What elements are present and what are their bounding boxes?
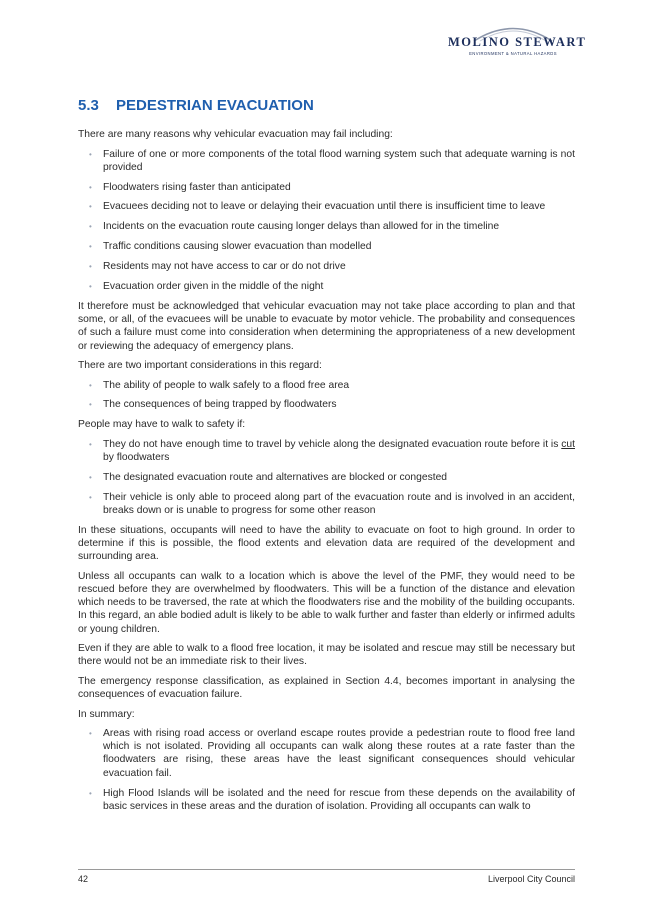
bullet-dot-icon: • — [89, 380, 92, 390]
acknowledgement-paragraph: It therefore must be acknowledged that vehicular evacuation may not take place according to plan and that some, or all, of the evacuees will be unable to evacuate by motor vehicle. The probability and consequences of such a failure must come into consideration when determining the appropriateness of a new development or reviewing the adequacy of emergency plans. — [78, 300, 575, 352]
logo-tagline: ENVIRONMENT & NATURAL HAZARDS — [469, 51, 557, 56]
walk-reasons-list — [78, 438, 575, 517]
list-item: • The ability of people to walk safely to a flood free area — [89, 379, 350, 391]
considerations-list — [78, 379, 575, 412]
classification-paragraph: The emergency response classification, as explained in Section 4.4, becomes important in analysing the consequences of evacuation failure. — [78, 675, 575, 701]
summary-intro: In summary: — [78, 708, 135, 720]
list-item: • Evacuees deciding not to leave or delaying their evacuation until there is insufficient time to leave — [89, 201, 546, 213]
situations-paragraph: In these situations, occupants will need to have the ability to evacuate on foot to high ground. In order to determine if this is possible, the flood extents and elevation data are required of the development and surrounding area. — [78, 524, 575, 563]
bullet-dot-icon: • — [89, 149, 92, 159]
list-item: • Traffic conditions causing slower evacuation than modelled — [89, 241, 372, 253]
bullet-dot-icon: • — [89, 262, 92, 272]
bullet-dot-icon: • — [89, 182, 92, 192]
bullet-dot-icon: • — [89, 439, 92, 449]
bullet-dot-icon: • — [89, 729, 92, 739]
logo-name: MOLINO STEWART — [448, 35, 587, 49]
footer-divider — [78, 869, 575, 870]
bullet-dot-icon: • — [89, 202, 92, 212]
bullet-dot-icon: • — [89, 282, 92, 292]
section-number: 5.3 — [78, 97, 99, 114]
considerations-intro: There are two important considerations in this regard: — [78, 360, 322, 372]
section-title: PEDESTRIAN EVACUATION — [116, 97, 314, 114]
underlined-word: cut — [561, 438, 575, 450]
bullet-dot-icon: • — [89, 242, 92, 252]
failure-reasons-list — [78, 148, 575, 294]
list-item: • The designated evacuation route and alternatives are blocked or congested — [89, 471, 448, 483]
list-item: • Residents may not have access to car or do not drive — [89, 261, 346, 273]
bullet-dot-icon: • — [89, 400, 92, 410]
body-content — [78, 128, 575, 820]
list-item: • Areas with rising road access or overland escape routes provide a pedestrian route to flood free land which is not isolated. Providing all occupants can walk along these routes at a rate faster than the floodwaters are rising, these areas have the least significant consequences should vehicular evacuation fail. — [89, 728, 575, 779]
section-heading — [78, 97, 314, 114]
bullet-dot-icon: • — [89, 492, 92, 502]
list-item: • They do not have enough time to travel by vehicle along the designated evacuation route before it is cut by floodwaters — [89, 438, 575, 464]
bullet-dot-icon: • — [89, 472, 92, 482]
company-logo — [448, 22, 587, 58]
intro-paragraph: There are many reasons why vehicular evacuation may fail including: — [78, 129, 393, 140]
summary-list — [78, 727, 575, 813]
list-item: • Evacuation order given in the middle of the night — [89, 281, 324, 293]
list-item: • Failure of one or more components of the total flood warning system such that adequate warning is not provided — [89, 148, 575, 173]
rescue-paragraph: Unless all occupants can walk to a location which is above the level of the PMF, they would need to be rescued before they are overwhelmed by floodwaters. This will be a function of the distance and elevation which needs to be traversed, the rate at which the floodwaters rise and the mobility of the building occupants. In this regard, an able bodied adult is likely to be able to walk further and faster than elderly or infirmed adults or young children. — [78, 570, 575, 635]
client-name: Liverpool City Council — [487, 874, 575, 884]
list-item: • Floodwaters rising faster than anticipated — [89, 181, 291, 193]
list-item: • Their vehicle is only able to proceed along part of the evacuation route and is involved in an accident, breaks down or is unable to progress for some other reason — [89, 491, 575, 517]
page-number: 42 — [78, 874, 89, 884]
walk-intro: People may have to walk to safety if: — [78, 419, 246, 431]
bullet-dot-icon: • — [89, 788, 92, 798]
list-item: • The consequences of being trapped by floodwaters — [89, 399, 337, 411]
bullet-dot-icon: • — [89, 222, 92, 232]
isolation-paragraph: Even if they are able to walk to a flood free location, it may be isolated and rescue may still be necessary but there would not be an immediate risk to their lives. — [78, 643, 575, 668]
list-item: • Incidents on the evacuation route causing longer delays than allowed for in the timeline — [89, 221, 500, 233]
list-item: • High Flood Islands will be isolated and the need for rescue from these depends on the availability of basic services in these areas and the duration of isolation. Providing all occupants can walk to — [89, 787, 575, 812]
